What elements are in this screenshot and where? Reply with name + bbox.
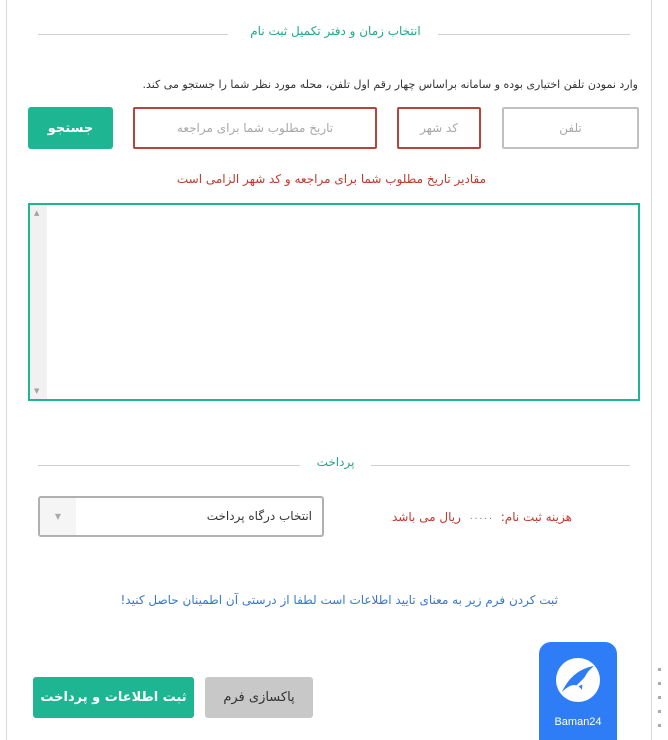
baman24-logo-icon [552,654,604,706]
fee-amount: ٠٠٠٠٠ [468,514,493,524]
submit-and-pay-button[interactable]: ثبت اطلاعات و پرداخت [33,677,194,718]
select-arrow-box[interactable] [40,498,76,535]
phone-search-info-text: وارد نمودن تلفن اختیاری بوده و سامانه براساس چهار رقم اول تلفن، محله مورد نظر شما را جستجو می کند. [142,78,638,91]
payment-section-header [38,455,630,475]
confirmation-note: ثبت کردن فرم زیر به معنای تایید اطلاعات است لطفا از درستی آن اطمینان حاصل کنید! [120,593,558,607]
city-code-placeholder: کد شهر [419,121,459,135]
preferred-date-input[interactable] [133,107,377,149]
divider-line [38,465,300,466]
registration-fee [392,510,572,524]
divider-line [38,34,228,35]
results-scrollbar[interactable] [30,205,47,399]
payment-gateway-select[interactable] [38,496,324,537]
phone-input[interactable] [502,107,639,149]
frame-right-border [651,0,652,740]
reset-form-button[interactable]: پاکسازی فرم [205,677,313,718]
edge-scroll-indicator [652,660,668,740]
frame-left-border [6,0,7,740]
fee-label: هزینه ثبت نام: [500,510,572,524]
city-code-input[interactable] [397,107,481,149]
divider-line [371,465,630,466]
divider-line [438,34,630,35]
preferred-date-placeholder: تاریخ مطلوب شما برای مراجعه [176,121,334,135]
search-button[interactable]: جستجو [28,107,113,149]
chevron-down-icon: ▼ [54,512,62,521]
payment-section-title: پرداخت [316,455,355,469]
appointment-section-title: انتخاب زمان و دفتر تکمیل ثبت نام [250,24,421,38]
badge-label: Baman24 [554,716,602,728]
validation-error-message: مقادیر تاریخ مطلوب شما برای مراجعه و کد شهر الزامی است [176,172,486,186]
office-results-list[interactable] [28,203,640,401]
appointment-section-header [38,24,630,44]
phone-placeholder: تلفن [559,121,582,135]
fee-unit: ریال می باشد [392,510,461,524]
baman24-badge[interactable] [539,642,617,740]
scroll-down-arrow-icon[interactable]: ▼ [34,387,40,395]
scroll-up-arrow-icon[interactable]: ▲ [34,209,40,217]
gateway-selected-value: انتخاب درگاه پرداخت [206,509,312,523]
